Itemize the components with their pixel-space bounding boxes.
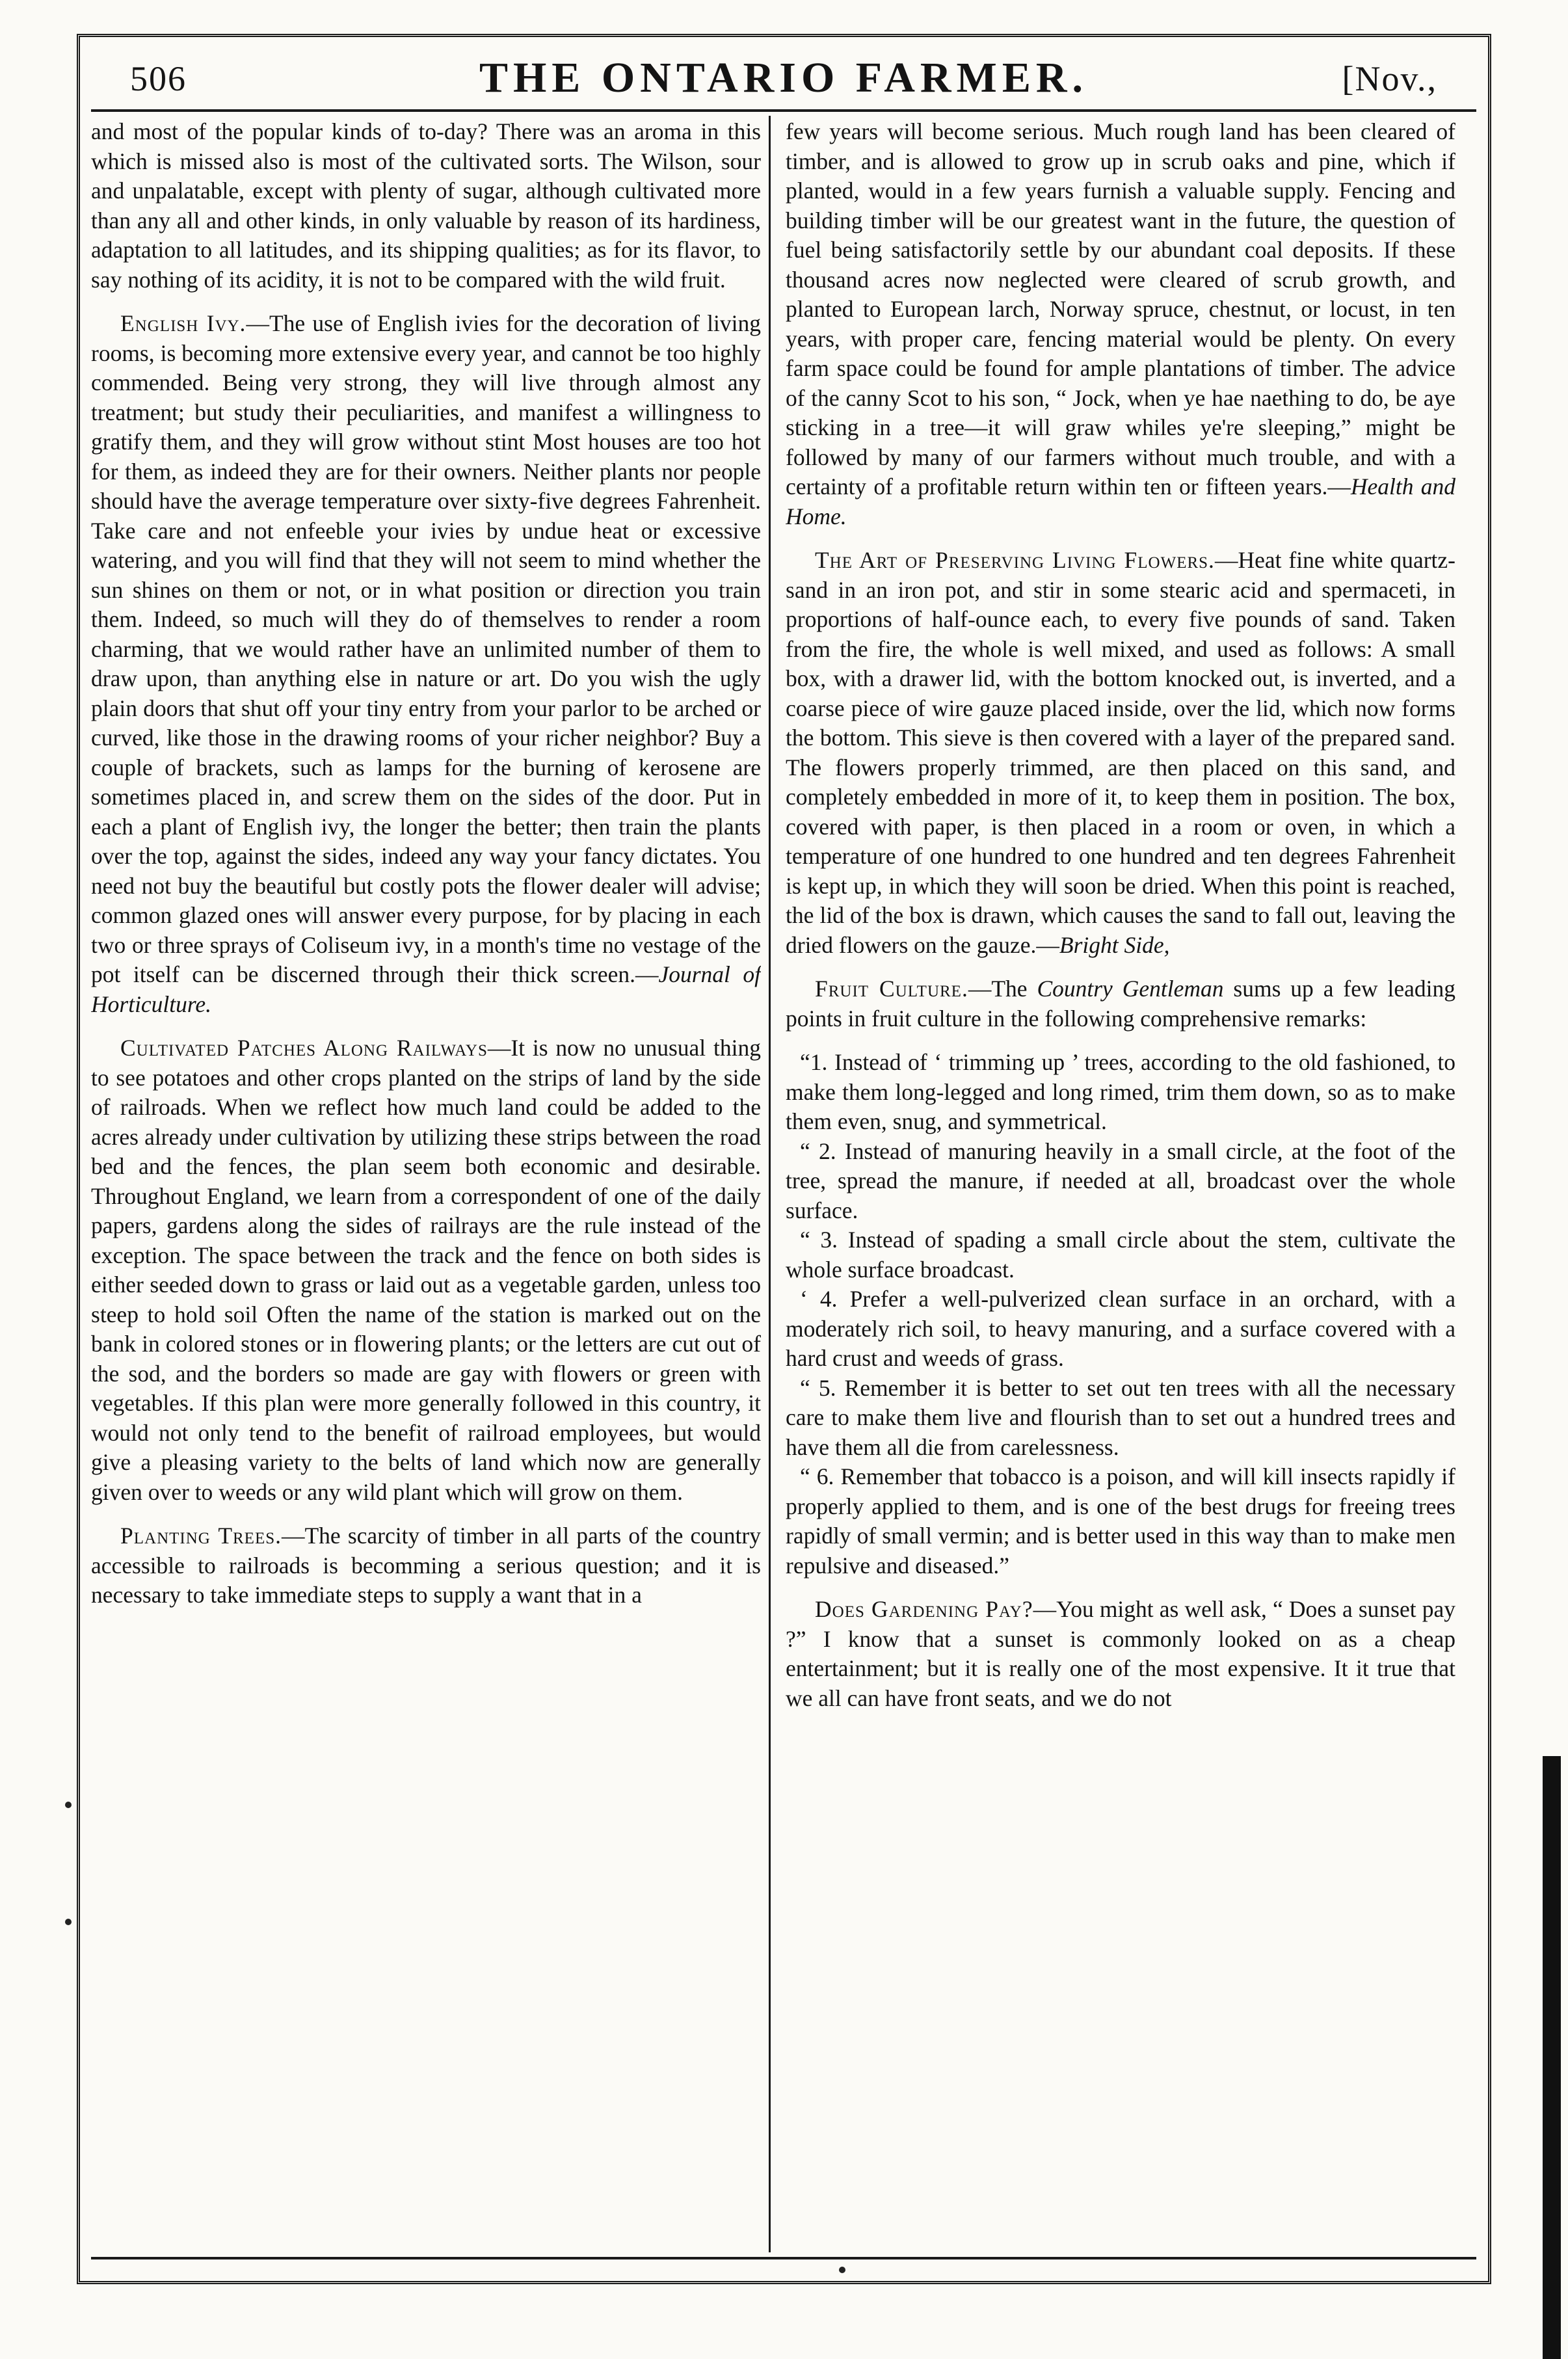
article-heading: Fruit Culture. [815, 976, 968, 1002]
fruit-point-6: “ 6. Remember that tobacco is a poison, and will kill insects rapidly if properly applied to them, and is one of the best drugs for freeing trees rapidly of small vermin; and is better used in this way than to make men repulsive and diseased.” [786, 1463, 1455, 1579]
fruit-point-1: “1. Instead of ‘ trimming up ’ trees, according to the old fashioned, to make them long-legged and long rimed, trim them down, so as to make them even, snug, and symmetrical. [786, 1049, 1455, 1134]
issue-month: [Nov., [1342, 59, 1437, 98]
article-fruit-culture: Fruit Culture.—The Country Gentleman sums up a few leading points in fruit culture in the following comprehensive remarks: [786, 976, 1455, 1032]
margin-speck [839, 2267, 845, 2273]
article-railway-patches: Cultivated Patches Along Railways—It is now no unusual thing to see potatoes and other crops planted on the strips of land by the side of railroads. When we reflect how much land could be added to the acres already under cultivation by utilizing these strips between the road bed and the fences, the plan seem both economic and desirable. Throughout England, we learn from a correspondent of one of the daily papers, gardens along the sides of railrays are the rule instead of the exception. The space between the track and the fence on both sides is either seeded down to grass or laid out as a vegetable garden, unless too steep to hold soil Often the name of the station is marked out on the bank in colored stones or in flowering plants; or the letters are cut out of the sod, and the borders so made are gay with flowers or green with vegetables. If this plan were more generally followed in this country, it would not only tend to the benefit of railroad employees, but would give a pleasing variety to the belts of land which now are generally given over to weeds or any wild plant which will grow on them. [91, 1035, 761, 1505]
article-planting-trees: Planting Trees.—The scarcity of timber in all parts of the country accessible to railroads is becomming a serious question; and it is necessary to take immediate steps to supply a want that in a [91, 1523, 761, 1608]
fruit-point-5: “ 5. Remember it is better to set out ten trees with all the necessary care to make them live and flourish than to set out a hundred trees and have them all die from carelessness. [786, 1374, 1455, 1460]
article-source: Health and Home. [786, 473, 1455, 529]
article-english-ivy: English Ivy.—The use of English ivies for the decoration of living rooms, is becoming more extensive every year, and cannot be too highly commended. Being very strong, they will live through almost any treatment; but study their peculiarities, and manifest a willingness to gratify them, and they will grow without stint Most houses are too hot for them, as indeed they are for their owners. Neither plants nor people should have the average temperature over sixty-five degrees Fahrenheit. Take care and not enfeeble your ivies by undue heat or excessive watering, and you will find that they will not seem to mind whether the sun shines on them or not, or in what position or direction you train them. Indeed, so much will they do of themselves to render a room charming, that we would rather have an unlimited number of them to draw upon, than anything else in nature or art. Do you wish the ugly plain doors that shut off your tiny entry from your parlor to be arched or curved, like those in the drawing rooms of your richer neighbor? Buy a couple of brackets, such as lamps for the burning of kerosene are sometimes placed in, and screw them on the sides of the door. Put in each a plant of English ivy, the longer the better; then train the plants over the top, against the sides, indeed any way your fancy dictates. You need not buy the beautiful but costly pots the flower dealer will advise; common glazed ones will answer every purpose, for by placing in each two or three sprays of Coliseum ivy, in a month's time no vestage of the pot itself can be discerned through their thick screen.—Journal of Horticulture. [91, 310, 761, 1017]
article-heading: English Ivy. [120, 310, 246, 336]
article-source: Country Gentleman [1037, 976, 1224, 1002]
fruit-point-4: ‘ 4. Prefer a well-pulverized clean surface in an orchard, with a moderately rich soil, to heavy manuring, and a surface covered with a hard crust and weeds of grass. [786, 1286, 1455, 1371]
article-heading: The Art of Preserving Living Flowers. [815, 547, 1215, 573]
margin-speck [65, 1802, 72, 1808]
article-source: Journal of Horticulture. [91, 961, 761, 1017]
right-column [786, 117, 1455, 2250]
fruit-point-2: “ 2. Instead of manuring heavily in a small circle, at the foot of the tree, spread the manure, if needed at all, broadcast over the whole surface. [786, 1138, 1455, 1223]
page-header [91, 47, 1476, 109]
fruit-point-3: “ 3. Instead of spading a small circle about the stem, cultivate the whole surface broadcast. [786, 1227, 1455, 1283]
article-preserving-flowers: The Art of Preserving Living Flowers.—Heat fine white quartz-sand in an iron pot, and stir in some stearic acid and spermaceti, in proportions of half-ounce each, to every five pounds of sand. Taken from the fire, the whole is well mixed, and used as follows: A small box, with a drawer lid, with the bottom knocked out, is inverted, and a coarse piece of wire gauze placed inside, over the lid, which now forms the bottom. This sieve is then covered with a layer of the prepared sand. The flowers properly trimmed, are then placed on this sand, and completely embedded in more of it, to keep them in position. The box, covered with paper, is then placed in a room or oven, in which a temperature of one hundred to one hundred and ten degrees Fahrenheit is kept up, in which they will soon be dried. When this point is reached, the lid of the box is drawn, which causes the sand to fall out, leaving the dried flowers on the gauze.—Bright Side, [786, 547, 1455, 958]
header-rule [91, 109, 1476, 112]
article-heading: Cultivated Patches Along Railways [120, 1035, 488, 1061]
margin-speck [65, 1919, 72, 1925]
article-heading: Planting Trees. [120, 1523, 282, 1549]
article-planting-trees-continued: few years will become serious. Much rough land has been cleared of timber, and is allowed to grow up in scrub oaks and pine, which if planted, would in a few years furnish a valuable supply. Fencing and building timber will be our greatest want in the future, the question of fuel being satisfactorily settle by our abundant coal deposits. If these thousand acres now neglected were cleared of scrub growth, and planted to European larch, Norway spruce, chestnut, or locust, in ten years, with proper care, fencing material would be plenty. On every farm space could be found for ample plantations of timber. The advice of the canny Scot to his son, “ Jock, when ye hae naething to do, be aye sticking in a tree—it will graw whiles ye're sleeping,” might be followed by many of our farmers without much trouble, and with a certainty of a profitable return within ten or fifteen years.—Health and Home. [786, 118, 1455, 529]
page-number: 506 [130, 59, 187, 98]
footer-rule [91, 2257, 1476, 2259]
article-continuation: and most of the popular kinds of to-day? There was an aroma in this which is missed also is most of the cultivated sorts. The Wilson, sour and unpalatable, except with plenty of sugar, although cultivated more than any all and other kinds, in only valuable by reason of its hardiness, adaptation to all latitudes, and its shipping qualities; as for its flavor, to say nothing of its acidity, it is not to be compared with the wild fruit. [91, 118, 761, 293]
left-column [91, 117, 761, 2250]
article-gardening-pay: Does Gardening Pay?—You might as well ask, “ Does a sunset pay ?” I know that a sunset is commonly looked on as a cheap entertainment; but it is really one of the most expensive. It it true that we all can have front seats, and we do not [786, 1596, 1455, 1711]
publication-title: THE ONTARIO FARMER. [479, 54, 1089, 101]
article-source: Bright Side, [1059, 931, 1170, 958]
column-divider [769, 116, 771, 2252]
article-heading: Does Gardening Pay? [815, 1596, 1033, 1622]
scan-edge-shadow [1543, 1756, 1561, 2359]
